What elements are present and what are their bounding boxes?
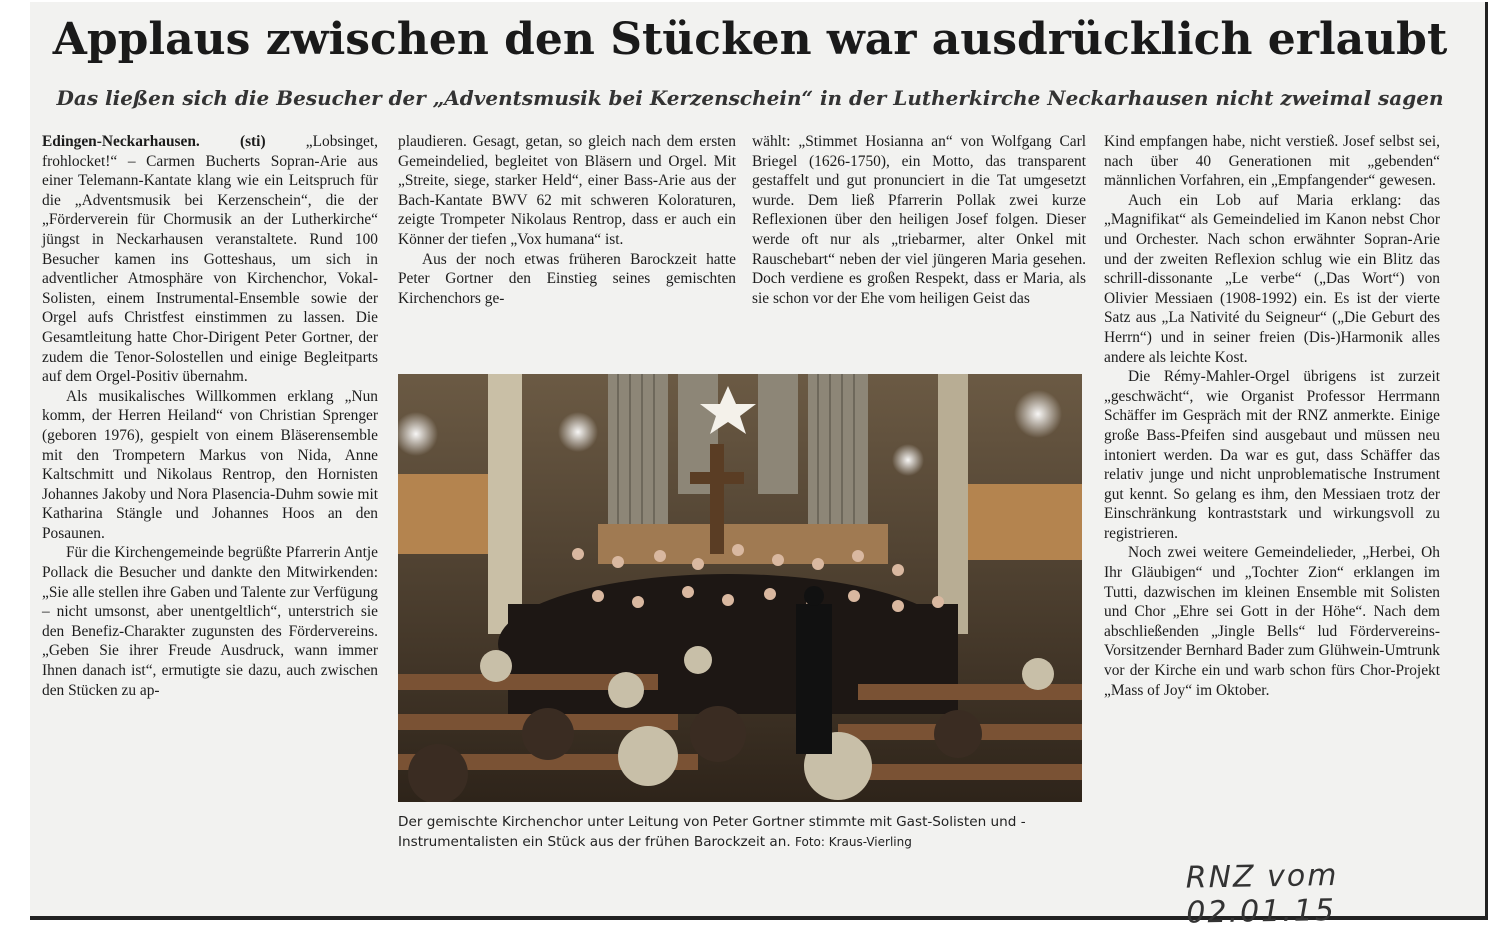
article-subheadline: Das ließen sich die Besucher der „Adventsmusik bei Kerzenschein“ in der Lutherkirche Neckarhausen nicht zweimal sagen	[56, 86, 1444, 110]
choir-photo-illustration	[398, 374, 1082, 802]
article-column-2	[398, 132, 736, 308]
paragraph: Kind empfangen habe, nicht verstieß. Josef selbst sei, nach über 40 Generationen mit „gebenden“ männlichen Vorfahren, ein „Empfangender“ gewesen.	[1104, 133, 1440, 190]
paragraph: wählt: „Stimmet Hosianna an“ von Wolfgang Carl Briegel (1626-1750), ein Motto, das transparent gestaffelt und gut pronunciert in die Tat umgesetzt wurde. Dem ließ Pfarrerin Pollak zwei kurze Reflexionen über den heiligen Josef folgen. Dieser werde oft nur als „triebarmer, alter Onkel mit Rauschebart“ neben der viel jüngeren Maria gesehen. Doch verdiene es großen Respekt, dass er Maria, als sie schon vor der Ehe vom heiligen Geist das	[752, 133, 1086, 307]
article-column-4	[1104, 132, 1440, 700]
paragraph-text: „Lobsinget, frohlocket!“ – Carmen Bucherts Sopran-Arie aus einer Telemann-Kantate klang wie ein Leitspruch für die „Adventsmusik bei Kerzenschein“, die der „Förderverein für Chormusik an der Lutherkirche“ jüngst in Neckarhausen veranstaltete. Rund 100 Besucher kamen ins Gotteshaus, um sich in adventlicher Atmosphäre von Kirchenchor, Vokal-Solisten, einem Instrumental-Ensemble sowie der Orgel aufs Christfest einstimmen zu lassen. Die Gesamtleitung hatte Chor-Dirigent Peter Gortner, der zudem die Tenor-Solostellen und einige Begleitparts auf dem Orgel-Positiv übernahm.	[42, 133, 378, 386]
choir-photo	[398, 374, 1082, 802]
photo-caption	[398, 812, 1088, 852]
paragraph: Auch ein Lob auf Maria erklang: das „Magnifikat“ als Gemeindelied im Kanon nebst Chor und Orchester. Nach schon erwähnter Sopran-Arie und der zweiten Reflexion schlug wie ein Blitz das schrill-dissonante „Le verbe“ („Das Wort“) von Olivier Messiaen (1908-1992) ein. Es ist der vierte Satz aus „La Nativité du Seigneur“ („Die Geburt des Herrn“) und in seiner freien (Dis-)Harmonik alles andere als leichte Kost.	[1104, 191, 1440, 366]
photo-credit: Foto: Kraus-Vierling	[795, 835, 912, 849]
paragraph: Für die Kirchengemeinde begrüßte Pfarrerin Antje Pollack die Besucher und dankte den Mitwirkenden: „Sie alle stellen ihre Gaben und Talente zur Verfügung – nicht umsonst, aber unentgeltlich“, unterstrich sie den Benefiz-Charakter zugunsten des Fördervereins. „Geben Sie ihrer Freude Ausdruck, wann immer Ihnen danach ist“, ermutigte sie dazu, auch zwischen den Stücken zu ap-	[42, 544, 378, 699]
article-headline: Applaus zwischen den Stücken war ausdrücklich erlaubt	[52, 14, 1448, 65]
article-column-3	[752, 132, 1086, 308]
paragraph: plaudieren. Gesagt, getan, so gleich nach dem ersten Gemeindelied, begleitet von Bläsern und Orgel. Mit „Streite, siege, starker Held“, einer Bass-Arie aus der Bach-Kantate BWV 62 mit schweren Koloraturen, zeigte Trompeter Nikolaus Rentrop, dass er auch ein Könner der tiefen „Vox humana“ ist.	[398, 133, 736, 248]
paragraph	[42, 132, 378, 387]
handwritten-source-note: RNZ vom 02.01.15	[1185, 857, 1339, 931]
paragraph: Als musikalisches Willkommen erklang „Nun komm, der Herren Heiland“ von Christian Sprenger (geboren 1976), gespielt von einem Bläserensemble mit den Trompetern Markus von Nida, Anne Kaltschmitt und Nikolaus Rentrop, den Hornisten Johannes Jakoby und Nora Plasencia-Duhm sowie mit Katharina Stängle und Johannes Hoos an den Posaunen.	[42, 387, 378, 542]
article-column-1	[42, 132, 378, 700]
dateline: Edingen-Neckarhausen. (sti)	[42, 133, 266, 150]
paragraph: Aus der noch etwas früheren Barockzeit hatte Peter Gortner den Einstieg seines gemischten Kirchenchors ge-	[398, 250, 736, 307]
paragraph: Noch zwei weitere Gemeindelieder, „Herbei, Oh Ihr Gläubigen“ und „Tochter Zion“ erklangen im Tutti, dazwischen im kleinen Ensemble mit Solisten und Chor „Ehre sei Gott in der Höhe“. Nach dem abschließenden „Jingle Bells“ lud Fördervereins-Vorsitzender Bernhard Bader zum Glühwein-Umtrunk vor der Kirche ein und warb schon fürs Chor-Projekt „Mass of Joy“ im Oktober.	[1104, 544, 1440, 699]
paragraph: Die Rémy-Mahler-Orgel übrigens ist zurzeit „geschwächt“, wie Organist Professor Herrmann Schäffer im Gespräch mit der RNZ anmerkte. Einige große Bass-Pfeifen sind ausgebaut und müssen neu intoniert werden. Da war es gut, dass Schäffer das relativ junge und nicht unproblematische Instrument gut kennt. So gelang es ihm, den Messiaen trotz der Einschränkung kontraststark und wirkungsvoll zu registrieren.	[1104, 368, 1440, 542]
caption-text: Der gemischte Kirchenchor unter Leitung von Peter Gortner stimmte mit Gast-Solisten und -Instrumentalisten ein Stück aus der frühen Barockzeit an.	[398, 814, 1026, 850]
